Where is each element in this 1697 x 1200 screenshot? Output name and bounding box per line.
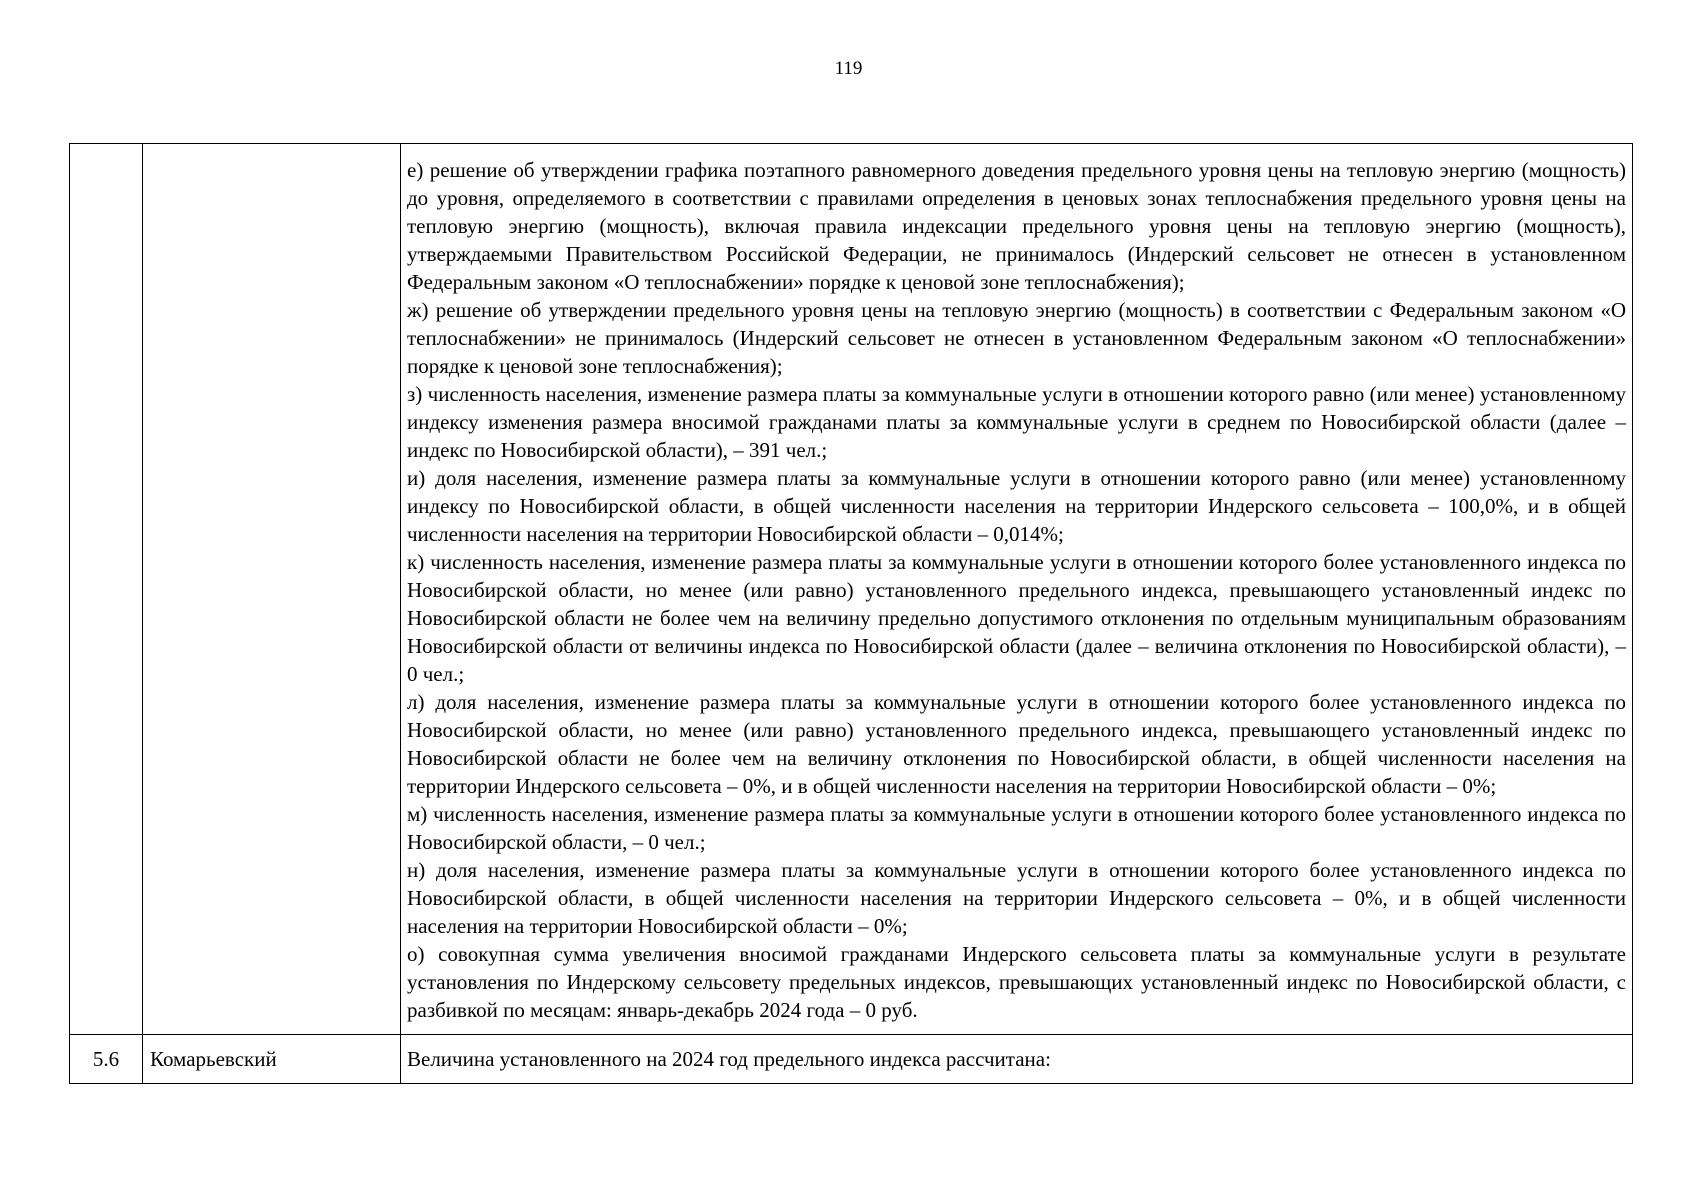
- table-row: [70, 1035, 1633, 1084]
- municipality-table: [69, 143, 1633, 1084]
- paragraph-k: к) численность населения, изменение размера платы за коммунальные услуги в отношении которого более установленного индекса по Новосибирской области, но менее (или равно) установленного предельного индекса, превышающего установленный индекс по Новосибирской области не более чем на величину предельно допустимого отклонения по отдельным муниципальным образованиям Новосибирской области от величины индекса по Новосибирской области (далее – величина отклонения по Новосибирской области), – 0 чел.;: [407, 550, 1626, 686]
- paragraph-z: з) численность населения, изменение размера платы за коммунальные услуги в отношении которого равно (или менее) установленному индексу изменения размера вносимой гражданами платы за коммунальные услуги в среднем по Новосибирской области (далее – индекс по Новосибирской области), – 391 чел.;: [407, 382, 1626, 462]
- paragraph-n: н) доля населения, изменение размера платы за коммунальные услуги в отношении которого более установленного индекса по Новосибирской области, в общей численности населения на территории Индерского сельсовета – 0%, и в общей численности населения на территории Новосибирской области – 0%;: [407, 858, 1626, 938]
- paragraph-i: и) доля населения, изменение размера платы за коммунальные услуги в отношении которого равно (или менее) установленному индексу по Новосибирской области, в общей численности населения на территории Индерского сельсовета – 100,0%, и в общей численности населения на территории Новосибирской области – 0,014%;: [407, 466, 1626, 546]
- paragraph-l: л) доля населения, изменение размера платы за коммунальные услуги в отношении которого более установленного индекса по Новосибирской области, но менее (или равно) установленного предельного индекса, превышающего установленный индекс по Новосибирской области не более чем на величину отклонения по Новосибирской области, в общей численности населения на территории Индерского сельсовета – 0%, и в общей численности населения на территории Новосибирской области – 0%;: [407, 690, 1626, 798]
- paragraph-e: е) решение об утверждении графика поэтапного равномерного доведения предельного уровня цены на тепловую энергию (мощность) до уровня, определяемого в соответствии с правилами определения в ценовых зонах теплоснабжения предельного уровня цены на тепловую энергию (мощность), включая правила индексации предельного уровня цены на тепловую энергию (мощность), утверждаемыми Правительством Российской Федерации, не принималось (Индерский сельсовет не отнесен в установленном Федеральным законом «О теплоснабжении» порядке к ценовой зоне теплоснабжения);: [407, 158, 1626, 294]
- municipality-name-cell: Комарьевский: [143, 1035, 401, 1084]
- description-cell: [401, 144, 1633, 1035]
- row-number-cell: 5.6: [70, 1035, 143, 1084]
- municipality-name-cell: [143, 144, 401, 1035]
- paragraph-m: м) численность населения, изменение размера платы за коммунальные услуги в отношении которого более установленного индекса по Новосибирской области, – 0 чел.;: [407, 802, 1626, 854]
- row-number-cell: [70, 144, 143, 1035]
- page-number: 119: [834, 58, 863, 79]
- description-cell: Величина установленного на 2024 год предельного индекса рассчитана:: [401, 1035, 1633, 1084]
- table-row: [70, 144, 1633, 1035]
- paragraph-zh: ж) решение об утверждении предельного уровня цены на тепловую энергию (мощность) в соответствии с Федеральным законом «О теплоснабжении» не принималось (Индерский сельсовет не отнесен в установленном Федеральным законом «О теплоснабжении» порядке к ценовой зоне теплоснабжения);: [407, 298, 1626, 378]
- paragraph-o: о) совокупная сумма увеличения вносимой гражданами Индерского сельсовета платы за коммунальные услуги в результате установления по Индерскому сельсовету предельных индексов, превышающих установленный индекс по Новосибирской области, с разбивкой по месяцам: январь-декабрь 2024 года – 0 руб.: [407, 942, 1626, 1022]
